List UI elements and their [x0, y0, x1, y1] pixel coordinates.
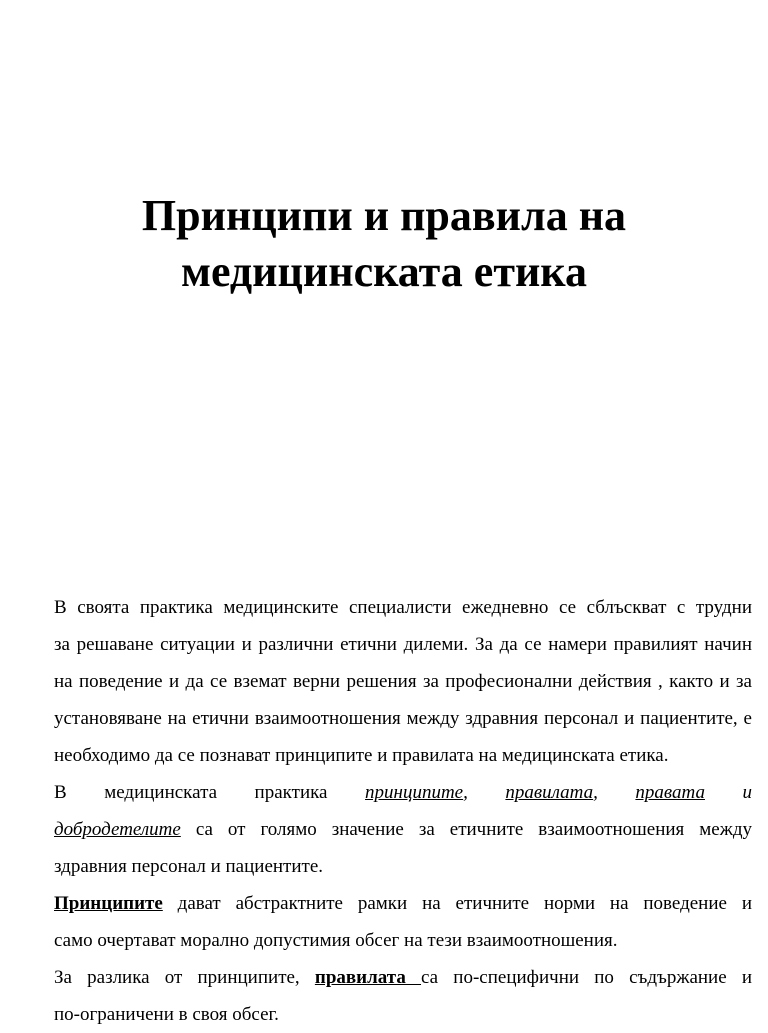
paragraph-4-line-2: по-ограничени в своя обсег. — [54, 1004, 279, 1025]
paragraph-1-line-4: установяване на етични взаимоотношения между здравния персонал и пациентите, е — [54, 708, 752, 729]
paragraph-3 — [17, 885, 752, 959]
document-body — [17, 589, 752, 1033]
comma-2: , — [593, 782, 598, 803]
term-principles: принципите — [365, 782, 464, 803]
paragraph-1-line-3: на поведение и да се вземат верни решения за професионални действия , както и за — [54, 671, 752, 692]
paragraph-2-intro: В медицинската практика — [54, 782, 328, 803]
term-rules: правилата — [505, 782, 594, 803]
paragraph-1 — [17, 589, 752, 774]
term-principles-bold: Принципите — [54, 893, 163, 914]
paragraph-2 — [17, 774, 752, 885]
title-line-1: Принципи и правила на — [141, 191, 627, 240]
paragraph-4-text: са по-специфични по съдържание и — [421, 967, 752, 988]
term-rights: правата — [635, 782, 705, 803]
paragraph-4 — [17, 959, 752, 1033]
paragraph-2-line-1 — [17, 774, 752, 811]
paragraph-2-line-3: здравния персонал и пациентите. — [54, 856, 324, 877]
paragraph-4-line-1 — [17, 959, 752, 996]
paragraph-3-line-2: само очертават морално допустимия обсег на тези взаимоотношения. — [54, 930, 618, 951]
paragraph-3-line-1 — [17, 885, 752, 922]
paragraph-2-text: са от голямо значение за етичните взаимоотношения между — [195, 819, 753, 840]
paragraph-1-line-2: за решаване ситуации и различни етични дилеми. За да се намери правилият начин — [54, 634, 752, 655]
term-rules-bold: правилата — [314, 967, 422, 988]
term-virtues: добродетелите — [54, 819, 181, 840]
document-title — [0, 188, 768, 300]
paragraph-1-line-1: В своята практика медицинските специалисти ежедневно се сблъскват с трудни — [54, 597, 752, 618]
paragraph-4-intro: За разлика от принципите, — [54, 967, 300, 988]
paragraph-2-line-2 — [17, 811, 752, 848]
comma-1: , — [463, 782, 468, 803]
title-line-2: медицинската етика — [181, 247, 587, 296]
conjunction-and: и — [742, 782, 753, 803]
paragraph-3-text: дават абстрактните рамки на етичните норми на поведение и — [177, 893, 752, 914]
paragraph-1-line-5: необходимо да се познават принципите и правилата на медицинската етика. — [54, 745, 669, 766]
